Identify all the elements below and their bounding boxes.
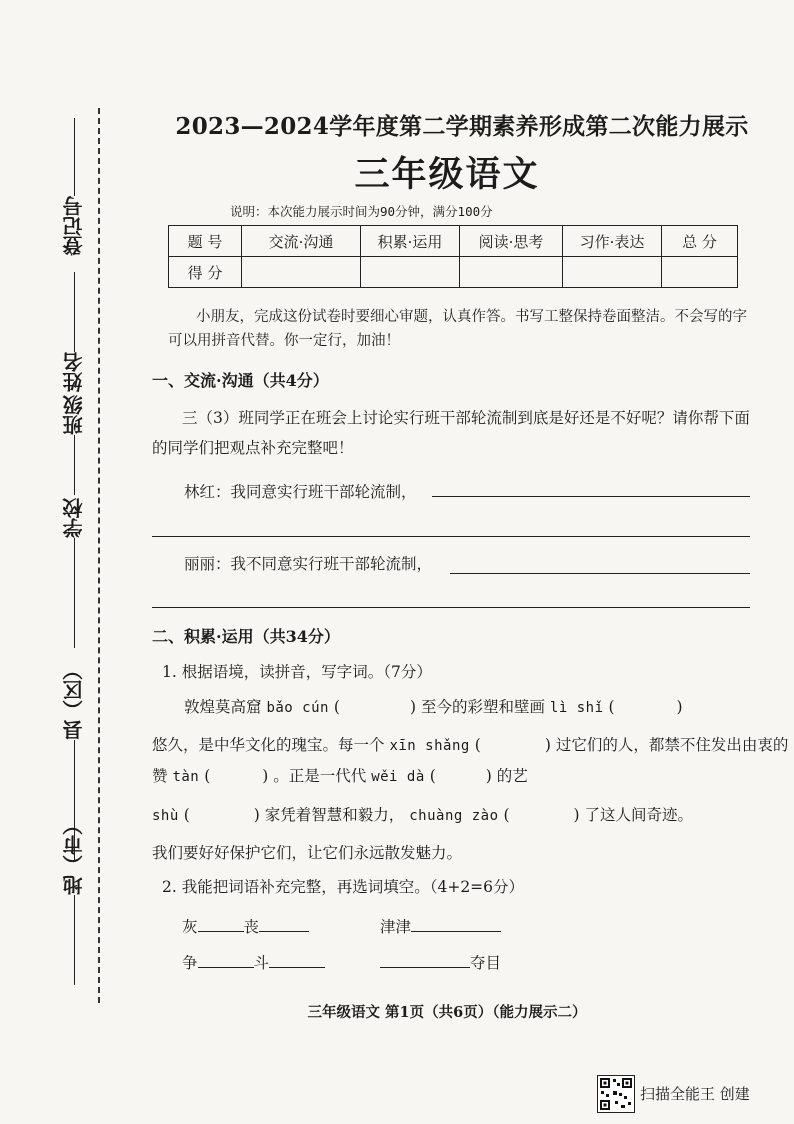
- idiom-blank[interactable]: [259, 917, 309, 932]
- q1-text: 至今的彩塑和壁画: [420, 698, 545, 716]
- school-label: 学校: [62, 498, 86, 538]
- linhong-answer-line-2[interactable]: [152, 536, 750, 537]
- score-row-label: 得 分: [169, 257, 242, 288]
- score-cell[interactable]: [662, 257, 738, 288]
- idiom-char: 丧: [243, 918, 260, 936]
- q1-text: 。正是一代代: [273, 767, 367, 785]
- q1-line3: [152, 800, 693, 831]
- q1-line2: [152, 730, 794, 792]
- registration-field[interactable]: [63, 118, 85, 256]
- idiom-blank[interactable]: [380, 953, 470, 968]
- pinyin-chuangzao: chuàng zào: [409, 808, 499, 824]
- linhong-text: 林红：我同意实行班干部轮流制，: [184, 483, 417, 501]
- qr-code-icon: [597, 1075, 635, 1113]
- idiom-4: [380, 948, 501, 978]
- score-header-cell: 习作·表达: [563, 226, 662, 257]
- score-cell[interactable]: [563, 257, 662, 288]
- section1-prompt: 三（3）班同学正在班会上讨论实行班干部轮流制到底是好还是不好呢？请你帮下面的同学们把观点补充完整吧！: [152, 409, 750, 457]
- idiom-char: 夺目: [470, 954, 502, 972]
- score-cell[interactable]: [361, 257, 460, 288]
- answer-blank[interactable]: ( ): [333, 698, 417, 716]
- answer-blank[interactable]: ( ): [429, 767, 492, 785]
- lili-text: 丽丽：我不同意实行班干部轮流制，: [184, 555, 433, 573]
- registration-label: 登记号: [62, 196, 86, 256]
- idiom-char: 争: [182, 954, 198, 972]
- class-label: 班级: [62, 395, 86, 435]
- answer-blank[interactable]: ( ): [474, 736, 551, 754]
- idiom-blank[interactable]: [198, 917, 244, 932]
- q1-text: 了这人间奇迹。: [584, 806, 694, 824]
- answer-blank[interactable]: ( ): [608, 698, 683, 716]
- exam-title: 2023—2024学年度第二学期素养形成第二次能力展示: [175, 113, 749, 140]
- pinyin-lishi: lì shǐ: [549, 700, 604, 716]
- idiom-blank[interactable]: [269, 953, 325, 968]
- idiom-char: 津津: [380, 918, 412, 936]
- q1-title: 1. 根据语境，读拼音，写字词。（7分）: [162, 663, 432, 681]
- q1-text: 的艺: [496, 767, 528, 785]
- pinyin-weida: wěi dà: [371, 769, 425, 785]
- city-field[interactable]: [63, 815, 85, 985]
- intro-text: 小朋友，完成这份试卷时要细心审题，认真作答。书写工整保持卷面整洁。不会写的字可以用拼音代替。你一定行，加油！: [168, 309, 747, 349]
- section2-heading: 二、积累·运用（共34分）: [152, 627, 340, 646]
- name-label: 姓名: [62, 352, 86, 392]
- score-header-cell: 总 分: [662, 226, 738, 257]
- score-header-cell: 积累·运用: [361, 226, 460, 257]
- binding-dashed-line: [98, 108, 100, 1003]
- answer-blank[interactable]: ( ): [204, 767, 269, 785]
- pinyin-shu: shù: [152, 808, 179, 824]
- idiom-2: [380, 912, 501, 942]
- q1-line1: [184, 692, 683, 723]
- score-cell[interactable]: [460, 257, 563, 288]
- answer-blank[interactable]: ( ): [183, 806, 260, 824]
- scanner-watermark: 扫描全能王 创建: [640, 1085, 750, 1103]
- score-cell[interactable]: [242, 257, 361, 288]
- lili-answer-line-1[interactable]: [450, 573, 750, 574]
- lili-answer-line-2[interactable]: [152, 607, 750, 608]
- subject-title: 三年级语文: [354, 154, 540, 195]
- score-table-header-row: [169, 226, 738, 257]
- idiom-char: 斗: [253, 954, 270, 972]
- page-footer: 三年级语文 第1页（共6页）（能力展示二）: [307, 1004, 587, 1021]
- idiom-3: [182, 948, 325, 978]
- class-field[interactable]: [63, 395, 85, 495]
- section1-heading: 一、交流·沟通（共4分）: [152, 371, 329, 390]
- answer-blank[interactable]: ( ): [503, 806, 580, 824]
- score-header-cell: 阅读·思考: [460, 226, 563, 257]
- score-header-cell: 交流·沟通: [242, 226, 361, 257]
- q1-text: 家凭着智慧和毅力，: [264, 806, 405, 824]
- q2-title: 2. 我能把词语补充完整，再选词填空。（4+2=6分）: [162, 878, 525, 896]
- pinyin-xinshang: xīn shǎng: [389, 738, 470, 754]
- linhong-answer-line-1[interactable]: [432, 496, 750, 497]
- pinyin-tan: tàn: [172, 769, 200, 785]
- score-table: [168, 225, 738, 288]
- exam-note: 说明：本次能力展示时间为90分钟，满分100分: [230, 204, 493, 219]
- q1-line4: 我们要好好保护它们，让它们永远散发魅力。: [152, 844, 463, 862]
- city-label: 地（市）: [62, 815, 86, 895]
- idiom-1: [182, 912, 309, 942]
- q1-text: 敦煌莫高窟: [184, 698, 262, 716]
- score-header-cell: 题 号: [169, 226, 242, 257]
- idiom-blank[interactable]: [198, 953, 254, 968]
- idiom-blank[interactable]: [411, 917, 501, 932]
- pinyin-baocun: bǎo cún: [266, 700, 329, 716]
- q1-text: 悠久，是中华文化的瑰宝。每一个: [152, 736, 385, 754]
- q1-text: 过它们的人，都禁不住发出由衷的赞: [152, 736, 789, 785]
- county-label: 县（区）: [62, 660, 86, 740]
- name-field[interactable]: [63, 272, 85, 392]
- score-table-score-row: [169, 257, 738, 288]
- idiom-char: 灰: [182, 918, 198, 936]
- school-field[interactable]: [63, 498, 85, 648]
